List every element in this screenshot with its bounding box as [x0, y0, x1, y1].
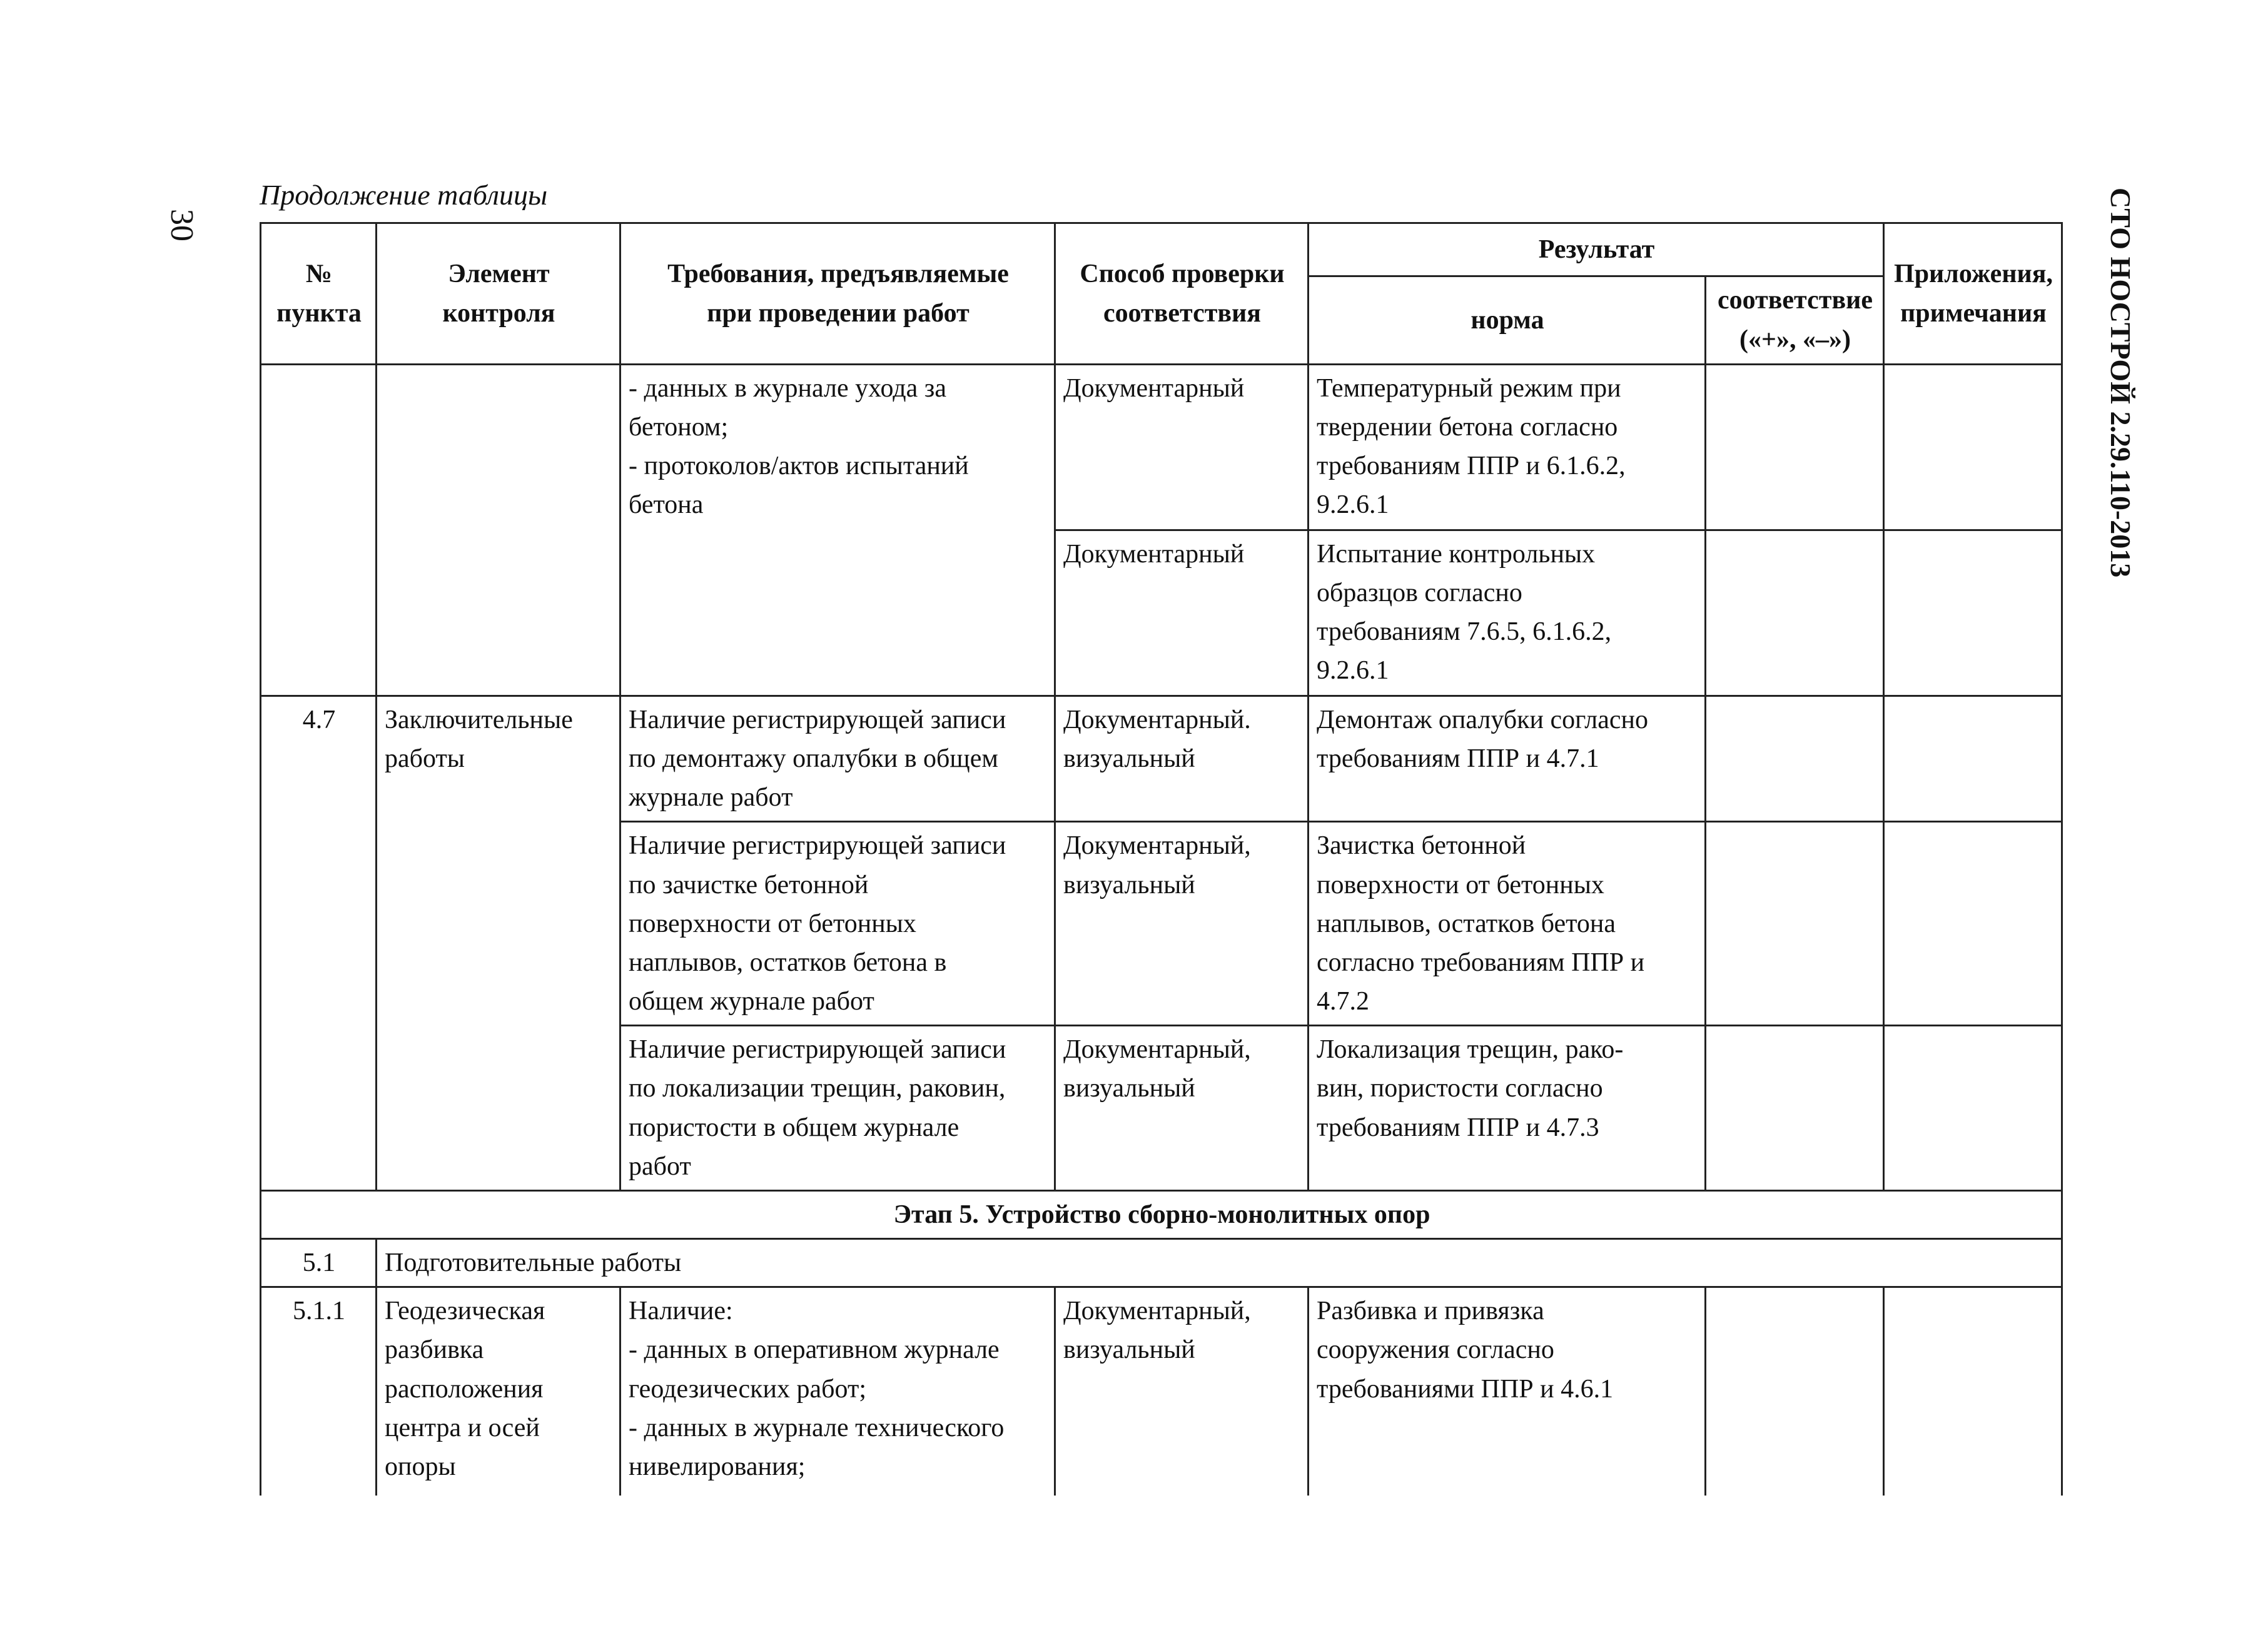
header-number: № пункта — [261, 223, 377, 365]
cell-method: Документарный, визуальный — [1055, 822, 1309, 1026]
header-requirements: Требования, предъявляемые при проведении работ — [620, 223, 1055, 365]
cell-notes — [1884, 1026, 2062, 1191]
cell-notes — [1884, 696, 2062, 822]
table-row — [261, 696, 2062, 822]
cell-norm: Зачистка бетонной поверхности от бетонных наплывов, остатков бетона согласно требованиям ППР и 4.7.2 — [1309, 822, 1706, 1026]
header-result: Результат — [1309, 223, 1884, 276]
cell-norm: Испытание контрольных образцов согласно требованиям 7.6.5, 6.1.6.2, 9.2.6.1 — [1309, 530, 1706, 696]
cell-conformity — [1706, 696, 1884, 822]
stage-row — [261, 1190, 2062, 1238]
cell-notes — [1884, 1287, 2062, 1496]
cell-method: Документарный — [1055, 365, 1309, 530]
control-table — [260, 222, 2063, 1496]
header-method: Способ проверки соответствия — [1055, 223, 1309, 365]
page-number: 30 — [164, 209, 200, 241]
table-row — [261, 365, 2062, 530]
cell-requirements: Наличие регистрирующей записи по локализации трещин, раковин, пористости в общем журнале работ — [620, 1026, 1055, 1191]
stage-title: Этап 5. Устройство сборно-монолитных опор — [261, 1190, 2062, 1238]
header-conformity: соответствие («+», «–») — [1706, 276, 1884, 365]
cell-conformity — [1706, 365, 1884, 530]
cell-conformity — [1706, 530, 1884, 696]
section-title: Подготовительные работы — [377, 1239, 2062, 1287]
table-row — [261, 1239, 2062, 1287]
cell-notes — [1884, 530, 2062, 696]
cell-norm: Разбивка и привязка сооружения согласно требованиями ППР и 4.6.1 — [1309, 1287, 1706, 1496]
cell-number — [261, 365, 377, 696]
cell-number: 4.7 — [261, 696, 377, 1191]
cell-norm: Локализация трещин, рако- вин, пористости согласно требованиям ППР и 4.7.3 — [1309, 1026, 1706, 1191]
table-row — [261, 1287, 2062, 1496]
cell-notes — [1884, 365, 2062, 530]
cell-element: Заключительные работы — [377, 696, 620, 1191]
cell-norm: Температурный режим при твердении бетона согласно требованиям ППР и 6.1.6.2, 9.2.6.1 — [1309, 365, 1706, 530]
document-code: СТО НОСТРОЙ 2.29.110-2013 — [2105, 188, 2137, 578]
header-norm: норма — [1309, 276, 1706, 365]
cell-conformity — [1706, 822, 1884, 1026]
cell-requirements: Наличие: - данных в оперативном журнале геодезических работ; - данных в журнале технического нивелирования; — [620, 1287, 1055, 1496]
header-row-1 — [261, 223, 2062, 276]
cell-norm: Демонтаж опалубки согласно требованиям ППР и 4.7.1 — [1309, 696, 1706, 822]
cell-element — [377, 365, 620, 696]
cell-requirements: Наличие регистрирующей записи по зачистке бетонной поверхности от бетонных наплывов, остатков бетона в общем журнале работ — [620, 822, 1055, 1026]
cell-conformity — [1706, 1287, 1884, 1496]
cell-requirements: - данных в журнале ухода за бетоном; - протоколов/актов испытаний бетона — [620, 365, 1055, 696]
cell-method: Документарный, визуальный — [1055, 1287, 1309, 1496]
cell-conformity — [1706, 1026, 1884, 1191]
cell-requirements: Наличие регистрирующей записи по демонтажу опалубки в общем журнале работ — [620, 696, 1055, 822]
document-code-margin — [2095, 188, 2145, 813]
cell-number: 5.1.1 — [261, 1287, 377, 1496]
header-notes: Приложения, примечания — [1884, 223, 2062, 365]
cell-method: Документарный, визуальный — [1055, 1026, 1309, 1191]
cell-element: Геодезическая разбивка расположения центра и осей опоры — [377, 1287, 620, 1496]
header-element: Элемент контроля — [377, 223, 620, 365]
continuation-label: Продолжение таблицы — [260, 179, 548, 211]
cell-method: Документарный — [1055, 530, 1309, 696]
cell-notes — [1884, 822, 2062, 1026]
cell-number: 5.1 — [261, 1239, 377, 1287]
cell-method: Документарный. визуальный — [1055, 696, 1309, 822]
